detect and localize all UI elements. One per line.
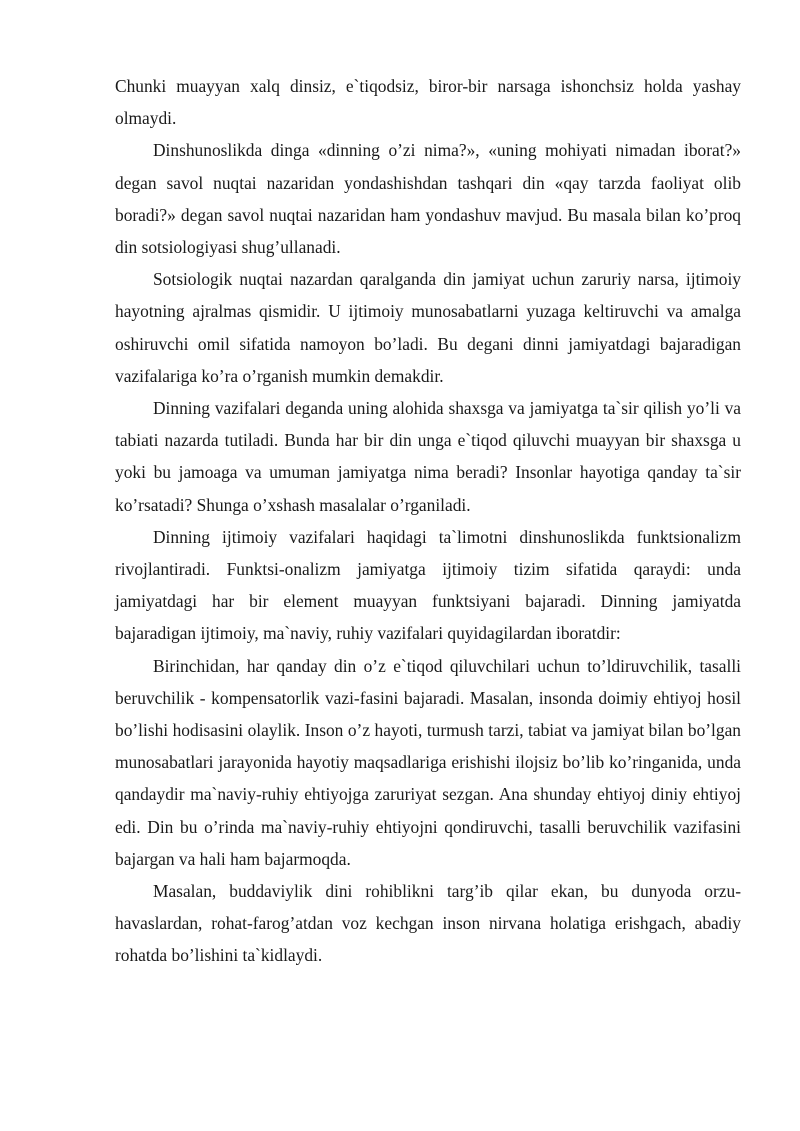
paragraph: Dinshunoslikda dinga «dinning o’zi nima?», «uning mohiyati nimadan iborat?» degan savol nuqtai nazaridan yondashishdan tashqari din «qay tarzda faoliyat olib boradi?» degan savol nuqtai nazaridan ham yondashuv mavjud. Bu masala bilan ko’proq din sotsiologiyasi shug’ullanadi. (115, 140, 741, 258)
body-text (115, 70, 741, 972)
paragraph: Dinning ijtimoiy vazifalari haqidagi ta`limotni dinshunoslikda funktsionalizm rivojlantiradi. Funktsi-onalizm jamiyatga ijtimoiy tizim sifatida qaraydi: unda jamiyatdagi har bir element muayyan funktsiyani bajaradi. Dinning jamiyatda bajaradigan ijtimoiy, ma`naviy, ruhiy vazifalari quyidagilardan iboratdir: (115, 526, 741, 644)
paragraph: Birinchidan, har qanday din o’z e`tiqod qiluvchilari uchun to’ldiruvchilik, tasalli beruvchilik - kompensatorlik vazi-fasini bajaradi. Masalan, insonda doimiy ehtiyoj hosil bo’lishi hodisasini olaylik. Inson o’z hayoti, turmush tarzi, tabiat va jamiyat bilan bo’lgan munosabatlari jarayonida hayotiy maqsadlariga erishishi ilojsiz bo’lib ko’ringanida, unda qandaydir ma`naviy-ruhiy ehtiyojga zaruriyat sezgan. Ana shunday ehtiyoj diniy ehtiyoj edi. Din bu o’rinda ma`naviy-ruhiy ehtiyojni qondiruvchi, tasalli beruvchilik vazifasini bajargan va hali ham bajarmoqda. (115, 655, 741, 869)
paragraph: Masalan, buddaviylik dini rohiblikni targ’ib qilar ekan, bu dunyoda orzu-havaslardan, rohat-farog’atdan voz kechgan inson nirvana holatiga erishgach, abadiy rohatda bo’lishini ta`kidlaydi. (115, 881, 741, 966)
paragraph: Sotsiologik nuqtai nazardan qaralganda din jamiyat uchun zaruriy narsa, ijtimoiy hayotning ajralmas qismidir. U ijtimoiy munosabatlarni yuzaga keltiruvchi va amalga oshiruvchi omil sifatida namoyon bo’ladi. Bu degani dinni jamiyatdagi bajaradigan vazifalariga ko’ra o’rganish mumkin demakdir. (115, 269, 741, 386)
paragraph-continuation: Chunki muayyan xalq dinsiz, e`tiqodsiz, biror-bir narsaga ishonchsiz holda yashay olmaydi. (115, 76, 741, 129)
paragraph: Dinning vazifalari deganda uning alohida shaxsga va jamiyatga ta`sir qilish yo’li va tabiati nazarda tutiladi. Bunda har bir din unga e`tiqod qiluvchi muayyan bir shaxsga u yoki bu jamoaga va umuman jamiyatga nima beradi? Insonlar hayotiga qanday ta`sir ko’rsatadi? Shunga o’xshash masalalar o’rganiladi. (115, 398, 741, 515)
